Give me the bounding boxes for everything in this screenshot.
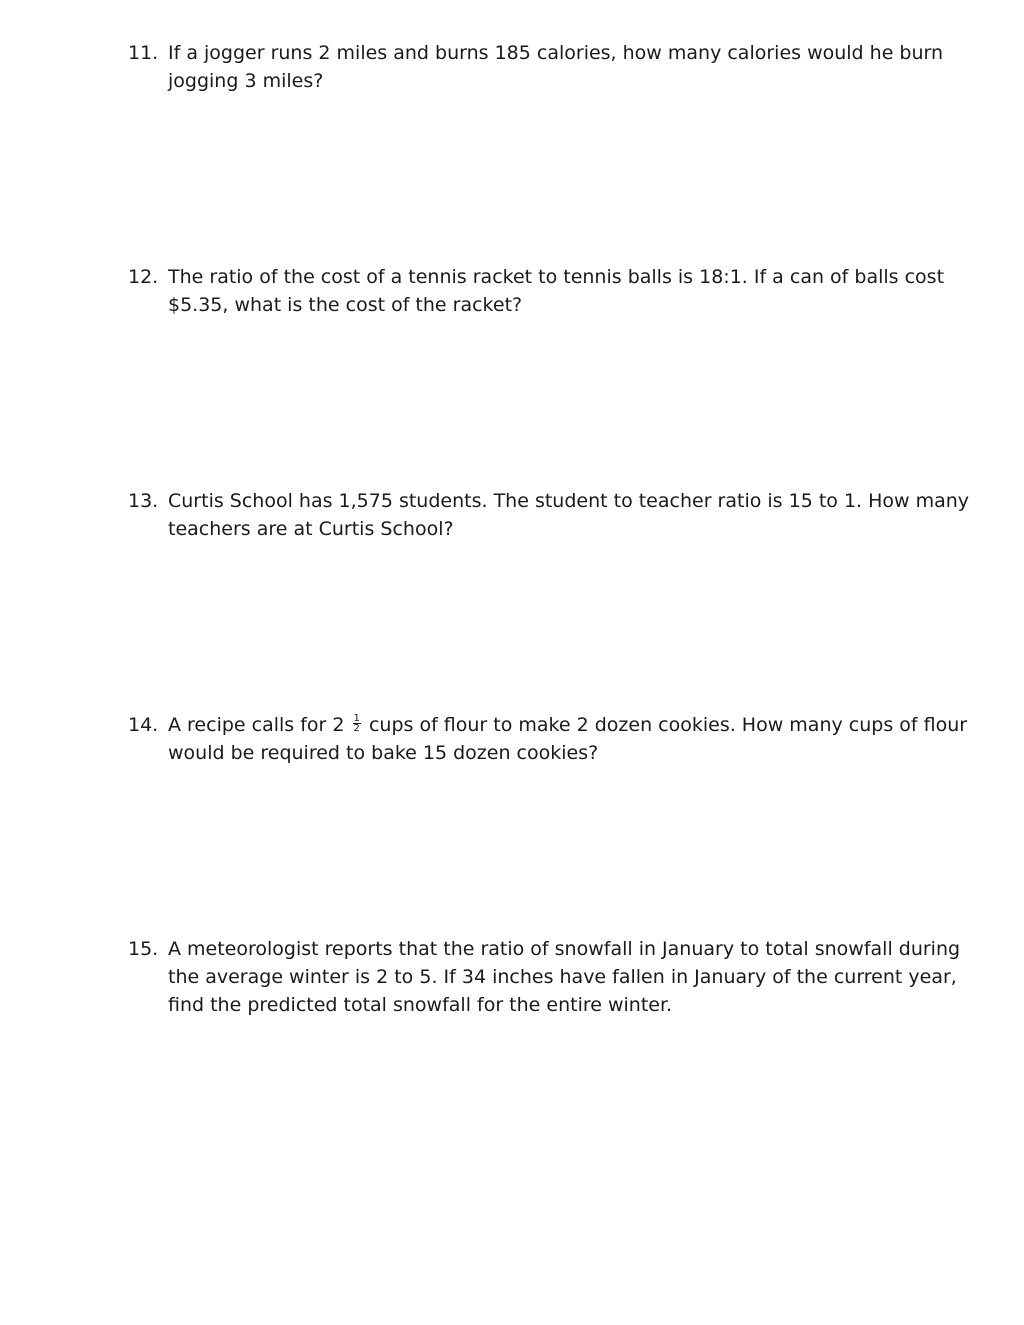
problem-text: Curtis School has 1,575 students. The student to teacher ratio is 15 to 1. How many teachers are at Curtis School? — [168, 490, 970, 540]
problem-text — [168, 711, 978, 767]
problem-15 — [128, 935, 978, 1019]
problem-number: 12. — [128, 266, 159, 288]
problem-13 — [128, 487, 978, 543]
problem-text: If a jogger runs 2 miles and burns 185 calories, how many calories would he burn jogging 3 miles? — [168, 42, 944, 92]
problem-text: The ratio of the cost of a tennis racket to tennis balls is 18:1. If a can of balls cost $5.35, what is the cost of the racket? — [168, 266, 945, 316]
fraction-denominator: 2 — [353, 723, 360, 734]
problem-14 — [128, 711, 978, 767]
fraction-one-half — [353, 714, 361, 733]
problem-number: 13. — [128, 490, 159, 512]
problem-11 — [128, 39, 978, 95]
problem-number: 14. — [128, 714, 159, 736]
fraction-numerator: 1 — [353, 713, 360, 724]
problem-text: A meteorologist reports that the ratio of snowfall in January to total snowfall during the average winter is 2 to 5. If 34 inches have fallen in January of the current year, find the predicted total snowfall for the entire winter. — [168, 938, 961, 1016]
problem-text-before: A recipe calls for 2 — [168, 714, 345, 736]
problem-text-after: cups of flour to make 2 dozen cookies. How many cups of flour would be required to bake 15 dozen cookies? — [168, 714, 968, 764]
problem-number: 11. — [128, 42, 159, 64]
problem-12 — [128, 263, 978, 319]
problem-number: 15. — [128, 938, 159, 960]
